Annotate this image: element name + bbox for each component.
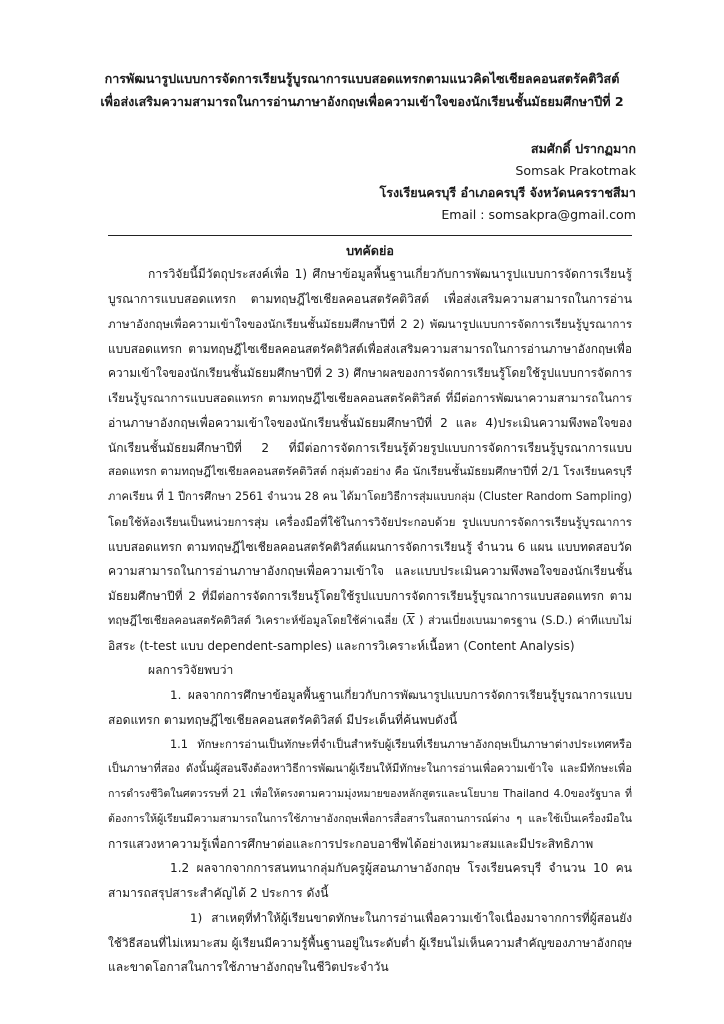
- result-1-1-line: การแสวงหาความรู้เพื่อการศึกษาต่อและการประกอบอาชีพได้อย่างเหมาะสมและมีประสิทธิภาพ: [108, 837, 594, 851]
- abstract-line: แบบสอดแทรก ตามทฤษฎีไซเชียลคอนสตรัคติวิสต์แผนการจัดการเรียนรู้ จำนวน 6 แผน แบบทดสอบวัด: [108, 540, 632, 554]
- author-name-thai: สมศักดิ์ ปรากฏมาก: [530, 141, 636, 156]
- abstract-line: ภาษาอังกฤษเพื่อความเข้าใจของนักเรียนชั้นมัธยมศึกษาปีที่ 2 2) พัฒนารูปแบบการจัดการเรียนรู้บูรณาการ: [108, 317, 632, 331]
- abstract-text: ทฤษฎีไซเชียลคอนสตรัคติวิสต์ วิเคราะห์ข้อมูลโดยใช้ค่าเฉลี่ย (: [108, 614, 407, 627]
- abstract-line: ความสามารถในการอ่านภาษาอังกฤษเพื่อความเข้าใจ และแบบประเมินความพึงพอใจของนักเรียนชั้น: [108, 564, 632, 578]
- mean-x-bar-symbol: $\overline{X}$: [406, 614, 415, 627]
- abstract-line-with-mean-symbol: [108, 609, 632, 634]
- result-1-line: 1. ผลจากการศึกษาข้อมูลพื้นฐานเกี่ยวกับการพัฒนารูปแบบการจัดการเรียนรู้บูรณาการแบบ: [170, 688, 632, 702]
- result-1-1-line: 1.1 ทักษะการอ่านเป็นทักษะที่จำเป็นสำหรับผู้เรียนที่เรียนภาษาอังกฤษเป็นภาษาต่างประเทศหรือ: [170, 738, 632, 751]
- author-email[interactable]: Email : somsakpra@gmail.com: [441, 207, 636, 222]
- abstract-line: ภาคเรียน ที่ 1 ปีการศึกษา 2561 จำนวน 28 คน ได้มาโดยวิธีการสุ่มแบบกลุ่ม (Cluster Random Sampling): [108, 490, 632, 503]
- result-1-1-line: เป็นภาษาที่สอง ดังนั้นผู้สอนจึงต้องหาวิธีการพัฒนาผู้เรียนให้มีทักษะในการอ่านเพื่อความเข้าใจ และมีทักษะเพื่อ: [108, 762, 632, 775]
- abstract-line: สอดแทรก ตามทฤษฎีไซเชียลคอนสตรัคติวิสต์ กลุ่มตัวอย่าง คือ นักเรียนชั้นมัธยมศึกษาปีที่ 2/1 โรงเรียนครบุรี: [108, 465, 632, 478]
- result-1-2-line: 1.2 ผลจากจากการสนทนากลุ่มกับครูผู้สอนภาษาอังกฤษ โรงเรียนครบุรี จำนวน 10 คน: [170, 861, 632, 875]
- result-1-line: สอดแทรก ตามทฤษฎีไซเชียลคอนสตรัคติวิสต์ มีประเด็นที่ค้นพบดังนี้: [108, 713, 458, 727]
- author-name-english: Somsak Prakotmak: [515, 163, 636, 178]
- abstract-line: แบบสอดแทรก ตามทฤษฎีไซเชียลคอนสตรัคติวิสต์เพื่อส่งเสริมความสามารถในการอ่านภาษาอังกฤษเพื่อ: [108, 342, 632, 356]
- result-1-2-1-line: และขาดโอกาสในการใช้ภาษาอังกฤษในชีวิตประจำวัน: [108, 960, 389, 974]
- result-1-1-line: ต้องการให้ผู้เรียนมีความสามารถในการใช้ภาษาอังกฤษเพื่อการสื่อสารในสถานการณ์ต่าง ๆ และใช้เป็นเครื่องมือใน: [108, 812, 632, 825]
- author-affiliation: โรงเรียนครบุรี อำเภอครบุรี จังหวัดนครราชสีมา: [379, 185, 636, 200]
- abstract-line: ความเข้าใจของนักเรียนชั้นมัธยมศึกษาปีที่ 2 3) ศึกษาผลของการจัดการเรียนรู้โดยใช้รูปแบบการจัดการ: [108, 366, 632, 380]
- title-line-1: การพัฒนารูปแบบการจัดการเรียนรู้บูรณาการแบบสอดแทรกตามแนวคิดไซเชียลคอนสตรัคติวิสต์: [104, 71, 620, 86]
- abstract-line: มัธยมศึกษาปีที่ 2 ที่มีต่อการจัดการเรียนรู้โดยใช้รูปแบบการจัดการเรียนรู้บูรณาการแบบสอดแทรก ตาม: [108, 589, 632, 603]
- result-1-2-1-line: ใช้วิธีสอนที่ไม่เหมาะสม ผู้เรียนมีความรู้พื้นฐานอยู่ในระดับต่ำ ผู้เรียนไม่เห็นความสำคัญของภาษาอังกฤษ: [108, 936, 632, 950]
- abstract-line: บูรณาการแบบสอดแทรก ตามทฤษฎีไซเชียลคอนสตรัคติวิสต์ เพื่อส่งเสริมความสามารถในการอ่าน: [108, 292, 632, 306]
- abstract-line: อ่านภาษาอังกฤษเพื่อความเข้าใจของนักเรียนชั้นมัธยมศึกษาปีที่ 2 และ 4)ประเมินความพึงพอใจของ: [108, 416, 632, 430]
- abstract-line: โดยใช้ห้องเรียนเป็นหน่วยการสุ่ม เครื่องมือที่ใช้ในการวิจัยประกอบด้วย รูปแบบการจัดการเรียนรู้บูรณาการ: [108, 515, 632, 529]
- abstract-line: การวิจัยนี้มีวัตถุประสงค์เพื่อ 1) ศึกษาข้อมูลพื้นฐานเกี่ยวกับการพัฒนารูปแบบการจัดการเรียนรู้: [148, 267, 632, 281]
- abstract-line: นักเรียนชั้นมัธยมศึกษาปีที่ 2 ที่มีต่อการจัดการเรียนรู้ด้วยรูปแบบการจัดการเรียนรู้บูรณาการแบบ: [108, 441, 632, 455]
- abstract-line: เรียนรู้บูรณาการแบบสอดแทรก ตามทฤษฎีไซเชียลคอนสตรัคติวิสต์ ที่มีต่อการพัฒนาความสามารถในการ: [108, 391, 632, 405]
- result-1-2-1-line: 1) สาเหตุที่ทำให้ผู้เรียนขาดทักษะในการอ่านเพื่อความเข้าใจเนื่องมาจากการที่ผู้สอนยัง: [190, 911, 632, 925]
- title-line-2: เพื่อส่งเสริมความสามารถในการอ่านภาษาอังกฤษเพื่อความเข้าใจของนักเรียนชั้นมัธยมศึกษาปีที่ 2: [100, 94, 624, 109]
- abstract-heading: บทคัดย่อ: [346, 243, 394, 258]
- result-1-1-line: การดำรงชีวิตในศตวรรษที่ 21 เพื่อให้ตรงตามความมุ่งหมายของหลักสูตรและนโยบาย Thailand 4.0ของรัฐบาล ที่: [108, 787, 632, 800]
- abstract-line: อิสระ (t-test แบบ dependent-samples) และการวิเคราะห์เนื้อหา (Content Analysis): [108, 639, 575, 653]
- abstract-text: ) ส่วนเบี่ยงเบนมาตรฐาน (S.D.) ค่าทีแบบไม่: [414, 614, 632, 627]
- header-divider: [108, 235, 632, 236]
- result-1-2-line: สามารถสรุปสาระสำคัญได้ 2 ประการ ดังนี้: [108, 886, 329, 900]
- results-intro: ผลการวิจัยพบว่า: [148, 663, 234, 677]
